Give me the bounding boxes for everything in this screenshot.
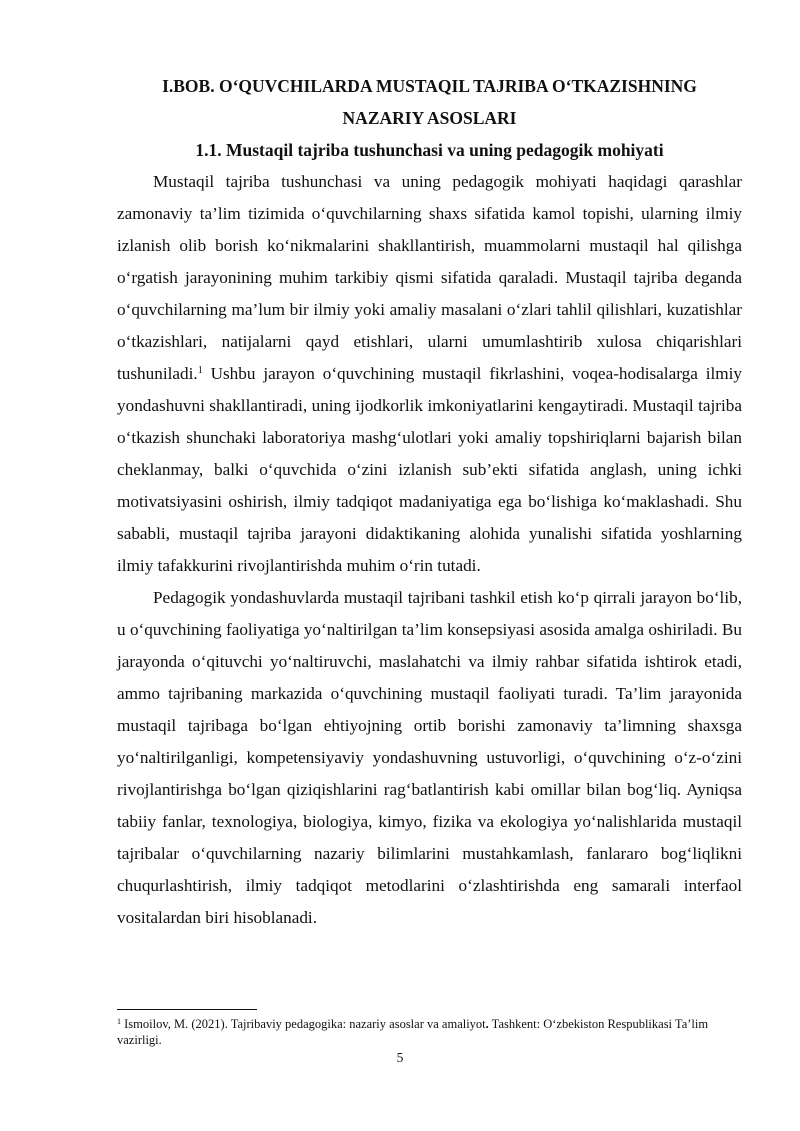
paragraph-2: Pedagogik yondashuvlarda mustaqil tajribani tashkil etish ko‘p qirrali jarayon bo‘lib, u o‘quvchining faoliyatiga yo‘naltirilgan ta’lim konsepsiyasi asosida amalga oshiriladi. Bu jarayonda o‘qituvchi yo‘naltiruvchi, maslahatchi va ilmiy rahbar sifatida ishtirok etadi, ammo tajribaning markazida o‘quvchining mustaqil faoliyati turadi. Ta’lim jarayonida mustaqil tajribaga bo‘lgan ehtiyojning ortib borishi zamonaviy ta’limning shaxsga yo‘naltirilganligi, kompetensiyaviy yondashuvning ustuvorligi, o‘quvchining o‘z-o‘zini rivojlantirishga bo‘lgan qiziqishlarini rag‘batlantirish kabi omillar bilan bog‘liq. Ayniqsa tabiiy fanlar, texnologiya, biologiya, kimyo, fizika va ekologiya yo‘nalishlarida mustaqil tajribalar o‘quvchilarning nazariy bilimlarini mustahkamlash, fanlararo bog‘liqlikni chuqurlashtirish, ilmiy tadqiqot metodlarini o‘zlashtirishda eng samarali interfaol vositalardan biri hisoblanadi. (117, 588, 742, 927)
paragraph-1-text-a: Mustaqil tajriba tushunchasi va uning pedagogik mohiyati haqidagi qarashlar zamonaviy ta’lim tizimida o‘quvchilarning shaxs sifatida kamol topishi, ularning ilmiy izlanish olib borish ko‘nikmalarini shakllantirish, muammolarni mustaqil hal qilishga o‘rgatish jarayonining muhim tarkibiy qismi sifatida qaraladi. Mustaqil tajriba deganda o‘quvchilarning ma’lum bir ilmiy yoki amaliy masalani o‘zlari tahlil qilishlari, kuzatishlar o‘tkazishlari, natijalarni qayd etishlari, ularni umumlashtirib xulosa chiqarishlari tushuniladi. (117, 172, 742, 383)
footnote (117, 1016, 742, 1048)
footnote-text-b: Tashkent: O‘zbekiston Respublikasi Ta’lim vazirligi. (117, 1017, 709, 1047)
page-body (117, 70, 742, 934)
footnote-reference[interactable]: 1 (197, 365, 203, 376)
chapter-title-line2: NAZARIY ASOSLARI (342, 108, 517, 128)
chapter-title-line1: I.BOB. O‘QUVCHILARDA MUSTAQIL TAJRIBA O‘TKAZISHNING (162, 76, 697, 96)
footnote-text-a: Ismoilov, M. (2021). Tajribaviy pedagogika: nazariy asoslar va amaliyot (121, 1017, 486, 1031)
page-number: 5 (396, 1050, 404, 1065)
paragraph-1 (117, 166, 742, 582)
footnote-divider (117, 1009, 257, 1010)
paragraph-1-text-b: Ushbu jarayon o‘quvchining mustaqil fikrlashini, voqea-hodisalarga ilmiy yondashuvni shakllantiradi, uning ijodkorlik imkoniyatlarini kengaytiradi. Mustaqil tajriba o‘tkazish shunchaki laboratoriya mashg‘ulotlari yoki amaliy topshiriqlarni bajarish bilan cheklanmay, balki o‘quvchida o‘zini izlanish sub’ekti sifatida anglash, uning ichki motivatsiyasini oshirish, ilmiy tadqiqot madaniyatiga ega bo‘lishiga ko‘maklashadi. Shu sababli, mustaqil tajriba jarayoni didaktikaning alohida yunalishi sifatida yoshlarning ilmiy tafakkurini rivojlantirishda muhim o‘rin tutadi. (117, 364, 742, 575)
footnote-number: 1 (117, 1017, 121, 1026)
footnote-text-dot: . (485, 1017, 489, 1031)
section-title: 1.1. Mustaqil tajriba tushunchasi va uning pedagogik mohiyati (195, 140, 664, 160)
